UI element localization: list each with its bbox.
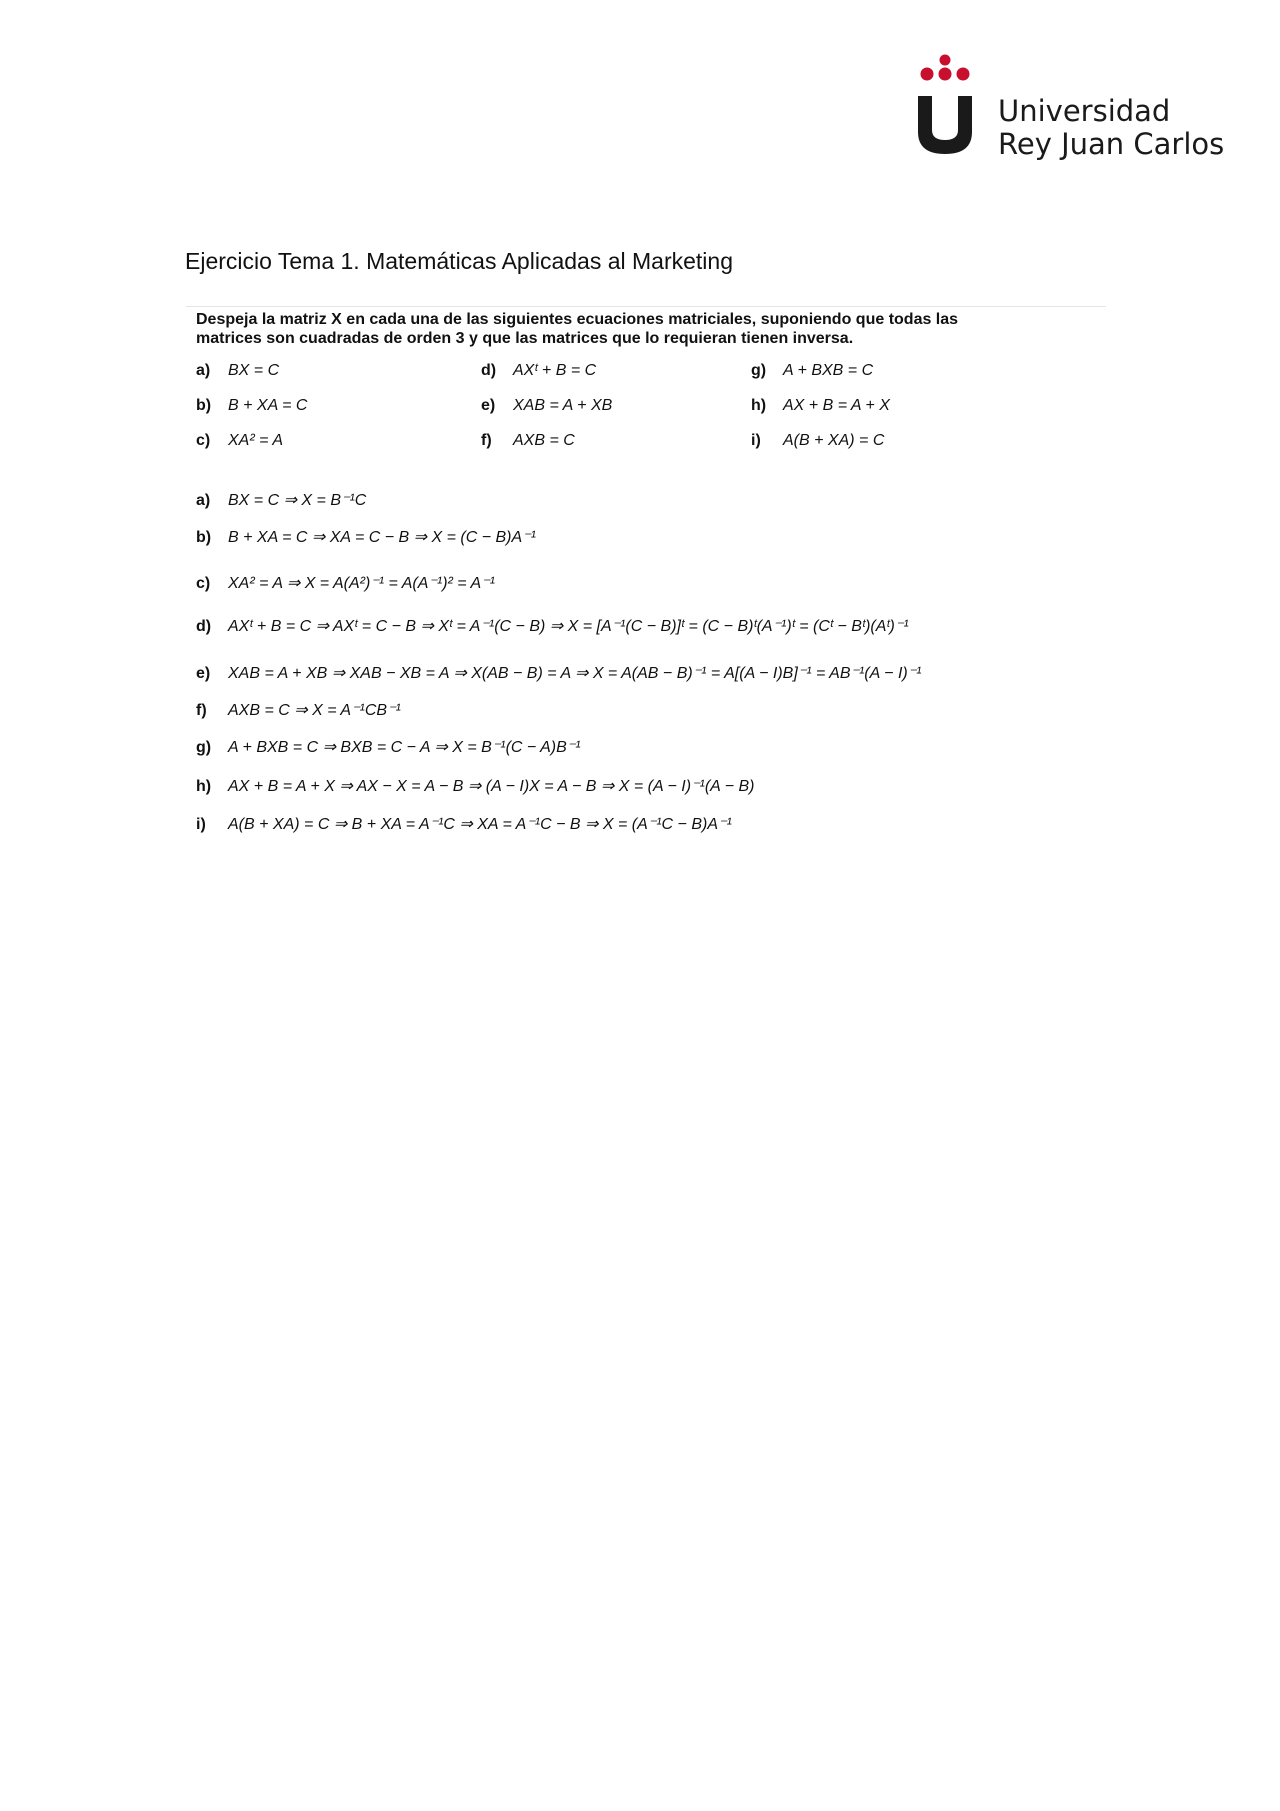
problem-expression: AX + B = A + X: [783, 397, 890, 414]
problem-item: [196, 397, 307, 415]
solution-label: f): [196, 702, 207, 719]
instructions-line2: matrices son cuadradas de orden 3 y que las matrices que lo requieran tienen inversa.: [196, 330, 854, 347]
solution-expression: A + BXB = C ⇒ BXB = C − A ⇒ X = B⁻¹(C − A)B⁻¹: [228, 739, 581, 756]
problem-expression: A + BXB = C: [783, 362, 874, 379]
solution-label: c): [196, 575, 211, 592]
solution-label: a): [196, 492, 211, 509]
solution-expression: XAB = A + XB ⇒ XAB − XB = A ⇒ X(AB − B) = A ⇒ X = A(AB − B)⁻¹ = A[(A − I)B]⁻¹ = AB⁻¹(A − I)⁻¹: [228, 665, 922, 682]
solution-label: e): [196, 665, 211, 682]
solution-label: i): [196, 816, 206, 833]
problem-expression: A(B + XA) = C: [783, 432, 885, 449]
instructions-line1: Despeja la matriz X en cada una de las siguientes ecuaciones matriciales, suponiendo que todas las: [196, 311, 959, 328]
problem-label: h): [751, 397, 767, 414]
problem-expression: B + XA = C: [228, 397, 308, 414]
problem-label: b): [196, 397, 212, 414]
solution-expression: AXB = C ⇒ X = A⁻¹CB⁻¹: [228, 702, 401, 719]
solution-expression: AX + B = A + X ⇒ AX − X = A − B ⇒ (A − I)X = A − B ⇒ X = (A − I)⁻¹(A − B): [228, 778, 755, 795]
solution-item: [196, 737, 581, 757]
university-name-line1: Universidad: [998, 94, 1171, 128]
problem-item: [196, 432, 283, 450]
solution-item: [196, 814, 732, 834]
university-name: [998, 95, 1224, 161]
problem-expression: AXᵗ + B = C: [513, 362, 597, 379]
problem-expression: XA² = A: [228, 432, 283, 449]
problem-label: i): [751, 432, 761, 449]
solution-label: b): [196, 529, 212, 546]
problem-item: [481, 432, 575, 450]
instructions: [196, 310, 1096, 348]
urjc-logo-icon: [914, 52, 976, 156]
top-rule: [186, 306, 1106, 307]
problem-expression: BX = C: [228, 362, 280, 379]
solution-expression: AXᵗ + B = C ⇒ AXᵗ = C − B ⇒ Xᵗ = A⁻¹(C − B) ⇒ X = [A⁻¹(C − B)]ᵗ = (C − B)ᵗ(A⁻¹)ᵗ = (Cᵗ − Bᵗ)(Aᵗ)⁻¹: [228, 618, 909, 635]
solution-item: [196, 490, 366, 510]
university-name-line2: Rey Juan Carlos: [998, 127, 1225, 161]
problem-label: e): [481, 397, 496, 414]
solution-expression: XA² = A ⇒ X = A(A²)⁻¹ = A(A⁻¹)² = A⁻¹: [228, 575, 495, 592]
solution-label: g): [196, 739, 212, 756]
problem-item: [196, 362, 279, 380]
problem-label: a): [196, 362, 211, 379]
solution-item: [196, 573, 495, 593]
university-logo: [914, 52, 1225, 162]
solution-expression: A(B + XA) = C ⇒ B + XA = A⁻¹C ⇒ XA = A⁻¹C − B ⇒ X = (A⁻¹C − B)A⁻¹: [228, 816, 732, 833]
solution-label: d): [196, 618, 212, 635]
solution-item: [196, 663, 921, 683]
solution-item: [196, 527, 536, 547]
solution-label: h): [196, 778, 212, 795]
solution-item: [196, 616, 909, 636]
solution-item: [196, 776, 755, 796]
problem-item: [481, 397, 612, 415]
problem-item: [751, 432, 884, 450]
problem-label: c): [196, 432, 211, 449]
problem-label: g): [751, 362, 767, 379]
problem-expression: AXB = C: [513, 432, 575, 449]
solution-expression: BX = C ⇒ X = B⁻¹C: [228, 492, 367, 509]
problem-item: [751, 362, 873, 380]
solution-expression: B + XA = C ⇒ XA = C − B ⇒ X = (C − B)A⁻¹: [228, 529, 536, 546]
problem-item: [481, 362, 596, 380]
problem-item: [751, 397, 890, 415]
page-title: Ejercicio Tema 1. Matemáticas Aplicadas al Marketing: [185, 248, 733, 274]
problem-expression: XAB = A + XB: [513, 397, 613, 414]
problem-label: d): [481, 362, 497, 379]
problem-label: f): [481, 432, 492, 449]
solution-item: [196, 700, 401, 720]
